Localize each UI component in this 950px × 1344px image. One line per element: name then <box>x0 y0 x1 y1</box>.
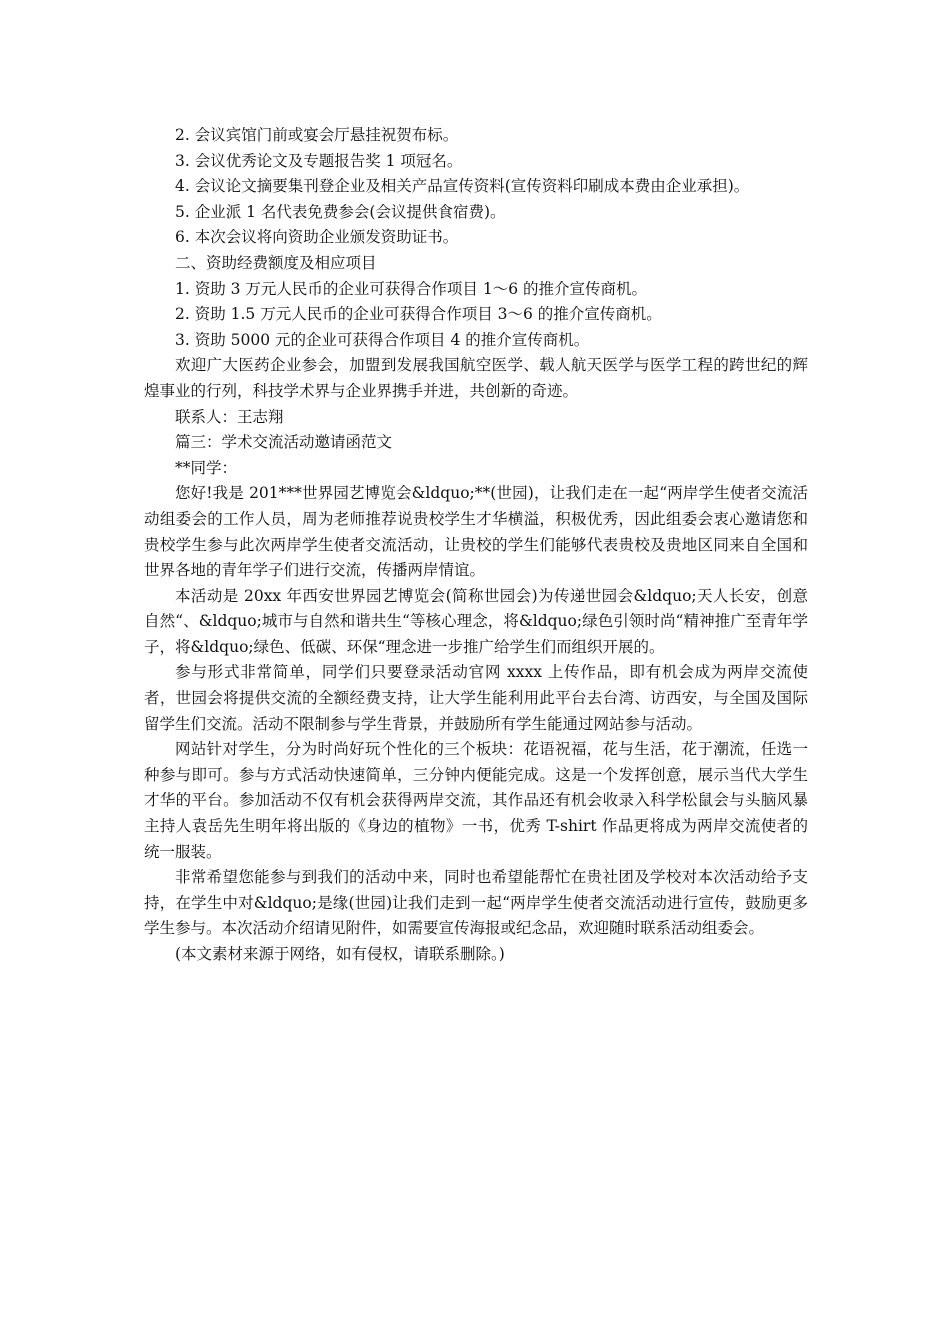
paragraph-closing: 非常希望您能参与到我们的活动中来，同时也希望能帮忙在贵社团及学校对本次活动给予支持，在学生中对&ldquo;是缘(世园)让我们走到一起“两岸学生使者交流活动进行宣传，鼓励更多学生参与。本次活动介绍请见附件，如需要宣传海报或纪念品，欢迎随时联系活动组委会。 <box>144 868 808 938</box>
paragraph-funding-3: 3. 资助 5000 元的企业可获得合作项目 4 的推介宣传商机。 <box>175 330 590 349</box>
paragraph-item-2-banner: 2. 会议宾馆门前或宴会厅悬挂祝贺布标。 <box>175 126 459 144</box>
paragraph-welcome: 欢迎广大医药企业参会，加盟到发展我国航空医学、载人航天医学与医学工程的跨世纪的辉煌事业的行列，科技学术界与企业界携手并进，共创新的奇迹。 <box>144 356 808 400</box>
document-body <box>144 123 808 968</box>
paragraph-item-4-abstract: 4. 会议论文摘要集刊登企业及相关产品宣传资料(宣传资料印刷成本费由企业承担)。 <box>175 177 750 196</box>
paragraph-item-5-representative: 5. 企业派 1 名代表免费参会(会议提供食宿费)。 <box>175 202 506 221</box>
paragraph-activity-intro: 本活动是 20xx 年西安世界园艺博览会(简称世园会)为传递世园会&ldquo;天人长安，创意自然“、&ldquo;城市与自然和谐共生“等核心理念，将&ldquo;绿色引领时尚“精神推广至青年学子，将&ldquo;绿色、低碳、环保“理念进一步推广给学生们而组织开展的。 <box>144 586 808 656</box>
paragraph-salutation: **同学： <box>175 458 238 477</box>
section-heading-funding: 二、资助经费额度及相应项目 <box>175 253 377 272</box>
paragraph-item-3-award: 3. 会议优秀论文及专题报告奖 1 项冠名。 <box>175 151 463 170</box>
paragraph-item-6-certificate: 6. 本次会议将向资助企业颁发资助证书。 <box>175 228 459 247</box>
paragraph-source-note: (本文素材来源于网络，如有侵权，请联系删除。) <box>175 945 505 963</box>
paragraph-contact: 联系人：王志翔 <box>175 407 284 426</box>
section-heading-part3: 篇三：学术交流活动邀请函范文 <box>175 433 393 452</box>
paragraph-funding-1: 1. 资助 3 万元人民币的企业可获得合作项目 1～6 的推介宣传商机。 <box>175 279 648 298</box>
paragraph-funding-2: 2. 资助 1.5 万元人民币的企业可获得合作项目 3～6 的推介宣传商机。 <box>175 305 662 324</box>
paragraph-participation: 参与形式非常简单，同学们只要登录活动官网 xxxx 上传作品，即有机会成为两岸交流使者，世园会将提供交流的全额经费支持，让大学生能利用此平台去台湾、访西安，与全国及国际留学生们交流。活动不限制参与学生背景，并鼓励所有学生能通过网站参与活动。 <box>144 663 808 733</box>
paragraph-website: 网站针对学生，分为时尚好玩个性化的三个板块：花语祝福，花与生活，花于潮流，任选一种参与即可。参与方式活动快速简单，三分钟内便能完成。这是一个发挥创意，展示当代大学生才华的平台。参加活动不仅有机会获得两岸交流，其作品还有机会收录入科学松鼠会与头脑风暴主持人袁岳先生明年将出版的《身边的植物》一书，优秀 T-shirt 作品更将成为两岸交流使者的统一服装。 <box>144 740 808 861</box>
paragraph-greeting: 您好!我是 201***世界园艺博览会&ldquo;**(世园)，让我们走在一起“两岸学生使者交流活动组委会的工作人员，周为老师推荐说贵校学生才华横溢，积极优秀，因此组委会衷心邀请您和贵校学生参与此次两岸学生使者交流活动，让贵校的学生们能够代表贵校及贵地区同来自全国和世界各地的青年学子们进行交流，传播两岸情谊。 <box>144 484 808 580</box>
